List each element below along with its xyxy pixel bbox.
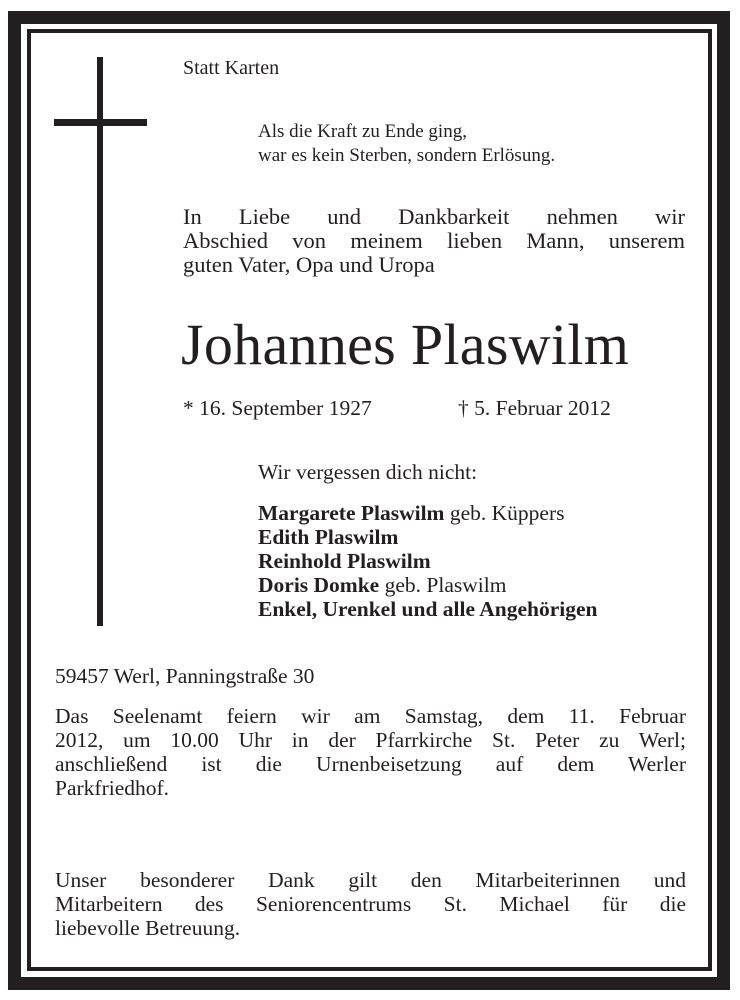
inner-mourning-border [27,29,712,971]
service-line: 2012, um 10.00 Uhr in der Pfarrkirche St. Peter zu Werl; [55,728,686,752]
intro-line: guten Vater, Opa und Uropa [183,252,435,277]
intro-line: In Liebe und Dankbarkeit nehmen wir [183,204,685,229]
deceased-name: Johannes Plaswilm [181,312,630,377]
service-line: Das Seelenamt feiern wir am Samstag, dem 11. Februar [55,704,686,728]
motto-line: war es kein Sterben, sondern Erlösung. [258,145,556,166]
mourner-name: Enkel, Urenkel und alle Angehörigen [258,597,598,621]
mourner-line [258,599,597,621]
thanks-line: Unser besonderer Dank gilt den Mitarbeiterinnen und [55,868,686,892]
address: 59457 Werl, Panningstraße 30 [55,664,315,688]
cross-horizontal-beam [54,119,147,126]
mourner-line [258,503,564,525]
service-line: anschließend ist die Urnenbeisetzung auf dem Werler [55,752,686,776]
mourner-suffix: geb. Küppers [444,501,565,525]
service-line: Parkfriedhof. [55,776,170,800]
mourner-line [258,575,506,597]
mourner-line [258,527,398,549]
mourner-name: Margarete Plaswilm [258,501,445,525]
mourner-name: Doris Domke [258,573,380,597]
intro-line: Abschied von meinem lieben Mann, unserem [183,228,685,253]
cross-vertical-beam [97,57,103,626]
header-statt-karten: Statt Karten [183,57,280,79]
mourner-name: Edith Plaswilm [258,525,399,549]
mourner-suffix: geb. Plaswilm [379,573,507,597]
motto-line: Als die Kraft zu Ende ging, [258,121,467,142]
mourner-line [258,551,431,573]
mourners-intro: Wir vergessen dich nicht: [258,460,478,484]
death-date: † 5. Februar 2012 [458,396,611,420]
birth-date: * 16. September 1927 [183,396,372,420]
thanks-line: Mitarbeitern des Seniorencentrums St. Michael für die [55,892,686,916]
thanks-line: liebevolle Betreuung. [55,916,241,940]
mourner-name: Reinhold Plaswilm [258,549,431,573]
